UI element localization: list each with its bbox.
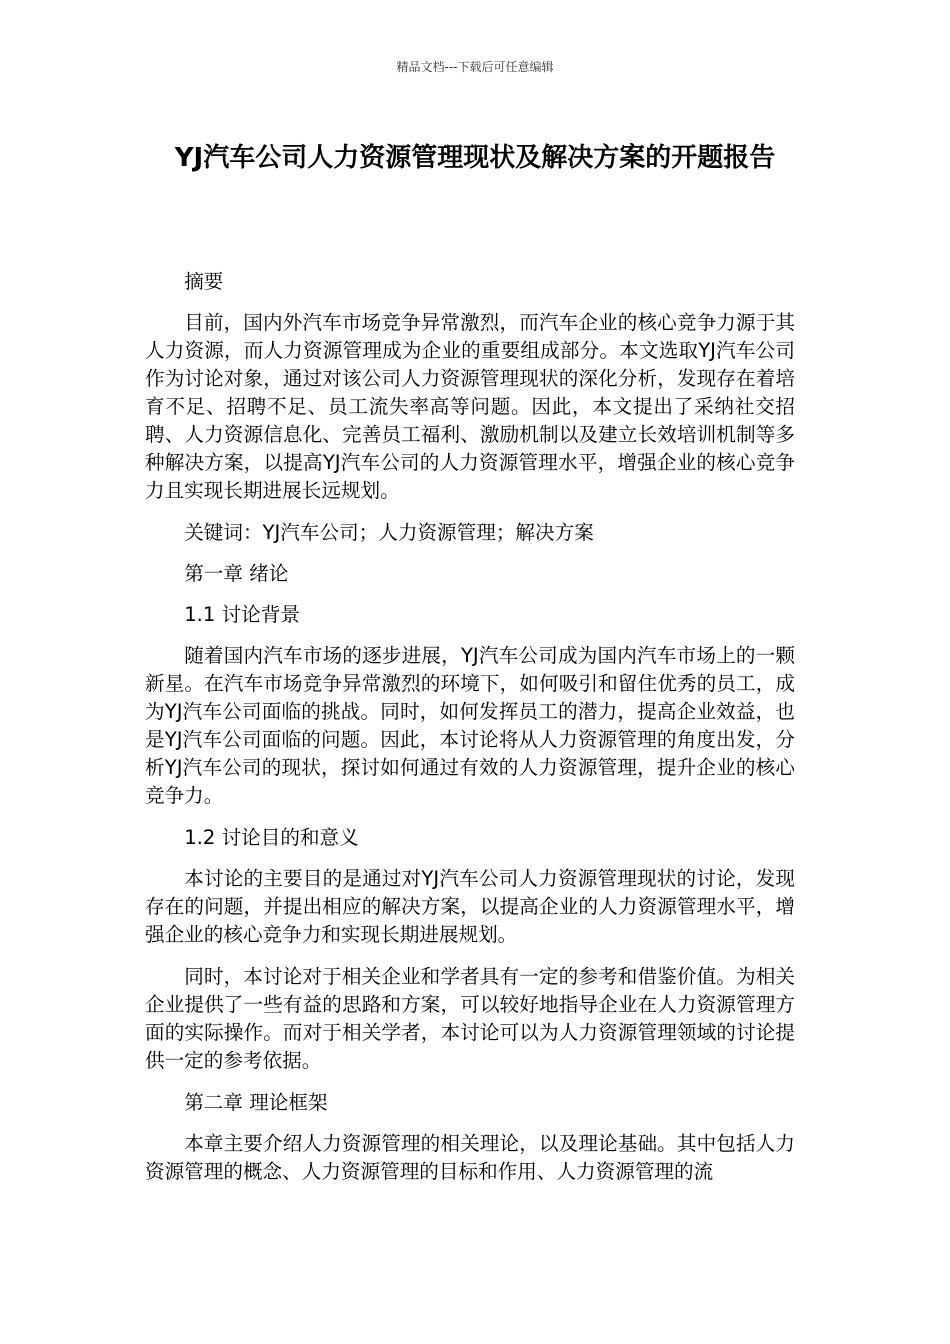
abstract-heading: 摘要 (184, 270, 224, 293)
section-1-1-heading: 1.1 讨论背景 (184, 603, 300, 626)
section-1-2-paragraph-2: 同时，本讨论对于相关企业和学者具有一定的参考和借鉴价值。为相关企业提供了一些有益的思路和方案，可以较好地指导企业在人力资源管理方面的实际操作。而对于相关学者，本讨论可以为人力资源管理领域的讨论提供一定的参考依据。 (145, 965, 795, 1072)
section-1-2-heading: 1.2 讨论目的和意义 (184, 826, 359, 849)
chapter-2-paragraph: 本章主要介绍人力资源管理的相关理论，以及理论基础。其中包括人力资源管理的概念、人力资源管理的目标和作用、人力资源管理的流 (145, 1132, 795, 1183)
document-body (145, 268, 795, 1200)
document-title: YJ汽车公司人力资源管理现状及解决方案的开题报告 (174, 143, 776, 173)
section-1-1-paragraph: 随着国内汽车市场的逐步进展，YJ汽车公司成为国内汽车市场上的一颗新星。在汽车市场竞争异常激烈的环境下，如何吸引和留住优秀的员工，成为YJ汽车公司面临的挑战。同时，如何发挥员工的潜力，提高企业效益，也是YJ汽车公司面临的问题。因此，本讨论将从人力资源管理的角度出发，分析YJ汽车公司的现状，探讨如何通过有效的人力资源管理，提升企业的核心竞争力。 (145, 644, 795, 807)
keywords-line: 关键词：YJ汽车公司；人力资源管理；解决方案 (184, 521, 594, 544)
chapter-1-heading: 第一章 绪论 (184, 562, 289, 585)
abstract-paragraph: 目前，国内外汽车市场竞争异常激烈，而汽车企业的核心竞争力源于其人力资源，而人力资源管理成为企业的重要组成部分。本文选取YJ汽车公司作为讨论对象，通过对该公司人力资源管理现状的深化分析，发现存在着培育不足、招聘不足、员工流失率高等问题。因此，本文提出了采纳社交招聘、人力资源信息化、完善员工福利、激励机制以及建立长效培训机制等多种解决方案，以提高YJ汽车公司的人力资源管理水平，增强企业的核心竞争力且实现长期进展长远规划。 (145, 311, 795, 502)
section-1-2-paragraph-1: 本讨论的主要目的是通过对YJ汽车公司人力资源管理现状的讨论，发现存在的问题，并提出相应的解决方案，以提高企业的人力资源管理水平，增强企业的核心竞争力和实现长期进展规划。 (145, 867, 795, 946)
chapter-2-heading: 第二章 理论框架 (184, 1091, 328, 1114)
page-header: 精品文档---下载后可任意编辑 (396, 60, 554, 74)
